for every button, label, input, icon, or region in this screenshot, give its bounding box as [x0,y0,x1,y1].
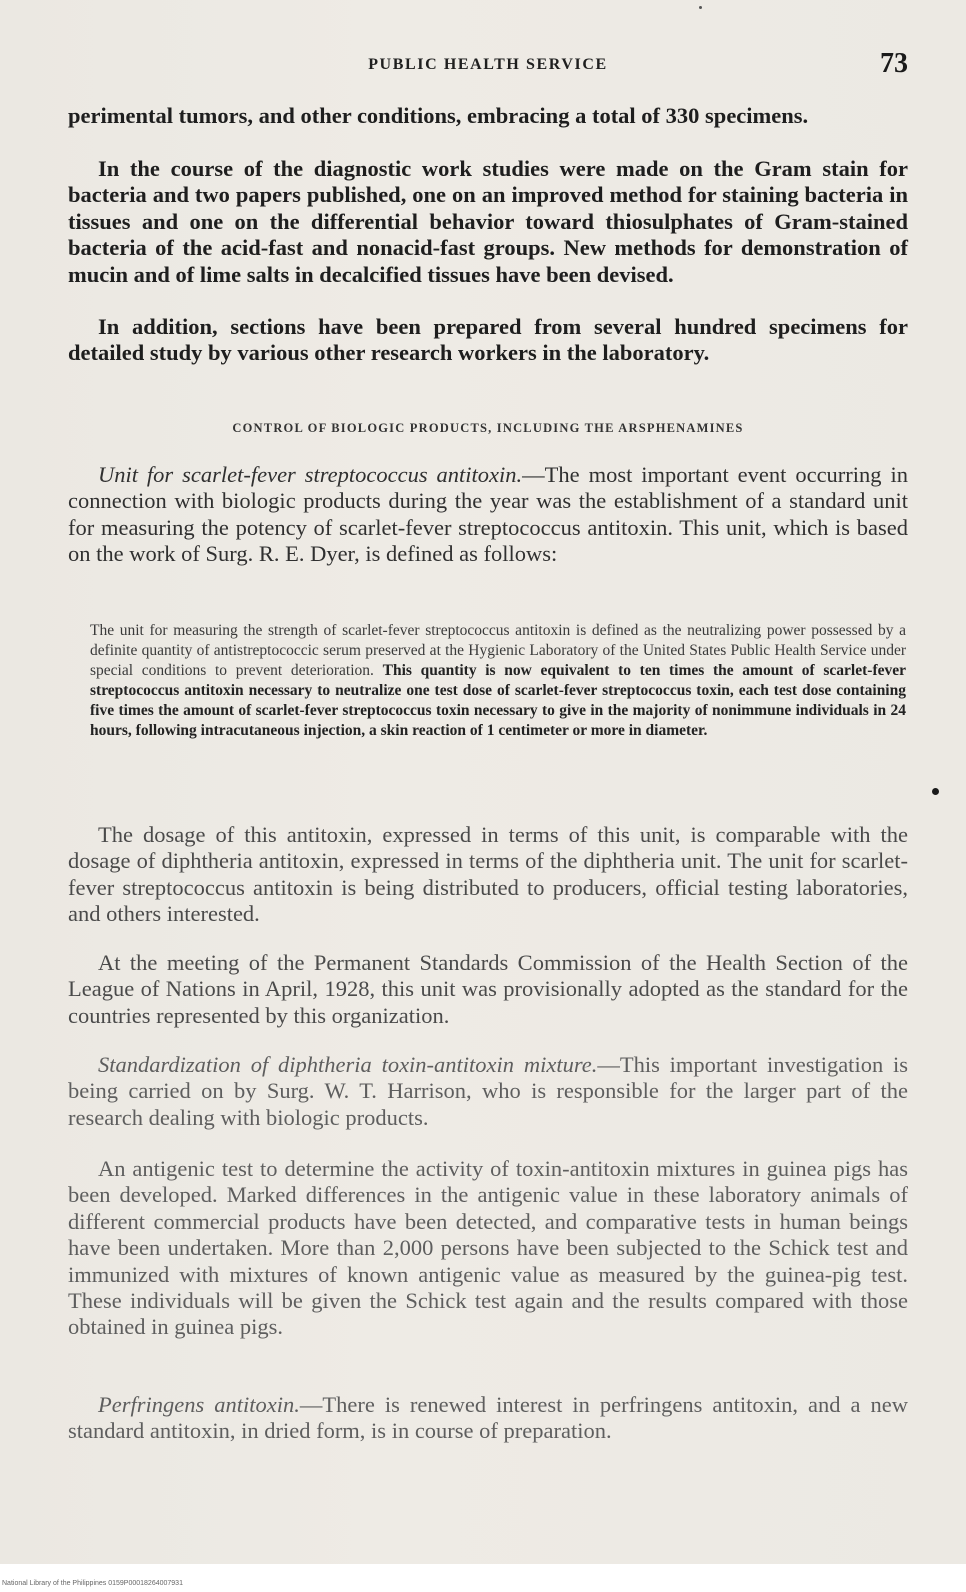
quote-part-2: This quantity is now equivalent to ten times the amount of scarlet-fever streptococcus antitoxin necessary to neutralize one test dose of scarlet-fever streptococcus toxin, each test dose containing five times the amount of scarlet-fever streptococcus toxin necessary to give in the majority of nonimmune individuals in 24 hours, following intracutaneous injection, a skin reaction of 1 centimeter or more in diameter. [90,661,906,739]
ink-spot [932,788,939,795]
paragraph-sections: In addition, sections have been prepared from several hundred specimens for detailed study by various other research workers in the laboratory. [68,314,908,366]
paragraph-gram-stain: In the course of the diagnostic work studies were made on the Gram stain for bacteria and two papers published, one on an improved method for staining bacteria in tissues and one on the differential behavior toward thiosulphates of Gram-stained bacteria of the acid-fast and nonacid-fast groups. New methods for demonstration of mucin and of lime salts in decalcified tissues have been devised. [68,156,908,287]
paragraph-scarlet-fever-unit [68,462,908,568]
diphtheria-text: —This important investigation is being carried on by Surg. W. T. Harrison, who is responsible for the larger part of the research dealing with biologic products. [68,1052,908,1130]
paragraph-diphtheria-mixture [68,1052,908,1131]
paragraph-league-of-nations: At the meeting of the Permanent Standards Commission of the Health Section of the League of Nations in April, 1928, this unit was provisionally adopted as the standard for the countries represented by this organization. [68,950,908,1028]
perfringens-heading: Perfringens antitoxin. [98,1392,300,1417]
paragraph-perfringens [68,1392,908,1445]
unit-definition-quote [90,621,906,741]
page-number: 73 [880,48,908,79]
scan-speck [699,6,702,9]
scan-credit: National Library of the Philippines 0159P00018264007931 [2,1580,183,1587]
paragraph-continued: perimental tumors, and other conditions, embracing a total of 330 specimens. [68,103,809,128]
section-title: CONTROL OF BIOLOGIC PRODUCTS, INCLUDING THE ARSPHENAMINES [232,421,744,435]
running-head: PUBLIC HEALTH SERVICE [368,56,608,73]
scarlet-fever-heading: Unit for scarlet-fever streptococcus antitoxin. [98,462,523,487]
paragraph-dosage: The dosage of this antitoxin, expressed in terms of this unit, is comparable with the dosage of diphtheria antitoxin, expressed in terms of the diphtheria unit. The unit for scarlet-fever streptococcus antitoxin is being distributed to producers, official testing laboratories, and others interested. [68,822,908,927]
quote-part-1: The unit for measuring the strength of scarlet-fever streptococcus antitoxin is defined as the neutralizing power possessed by a definite quantity of antistreptococcic serum preserved at the Hygienic Laboratory of the United States Public Health Service under special conditions to prevent deterioration. [90,621,906,679]
perfringens-text: —There is renewed interest in perfringens antitoxin, and a new standard antitoxin, in dried form, is in course of preparation. [68,1392,908,1444]
diphtheria-heading: Standardization of diphtheria toxin-antitoxin mixture. [98,1052,598,1077]
scarlet-fever-text: —The most important event occurring in connection with biologic products during the year was the establishment of a standard unit for measuring the potency of scarlet-fever streptococcus antitoxin. This unit, which is based on the work of Surg. R. E. Dyer, is defined as follows: [68,462,908,567]
paragraph-antigenic-test: An antigenic test to determine the activity of toxin-antitoxin mixtures in guinea pigs has been developed. Marked differences in the antigenic value in these laboratory animals of different commercial products have been detected, and comparative tests in human beings have been undertaken. More than 2,000 persons have been subjected to the Schick test and immunized with mixtures of known antigenic value as measured by the guinea-pig test. These individuals will be given the Schick test again and the results compared with those obtained in guinea pigs. [68,1156,908,1340]
scan-footer [0,1564,966,1592]
page-header [68,48,908,84]
